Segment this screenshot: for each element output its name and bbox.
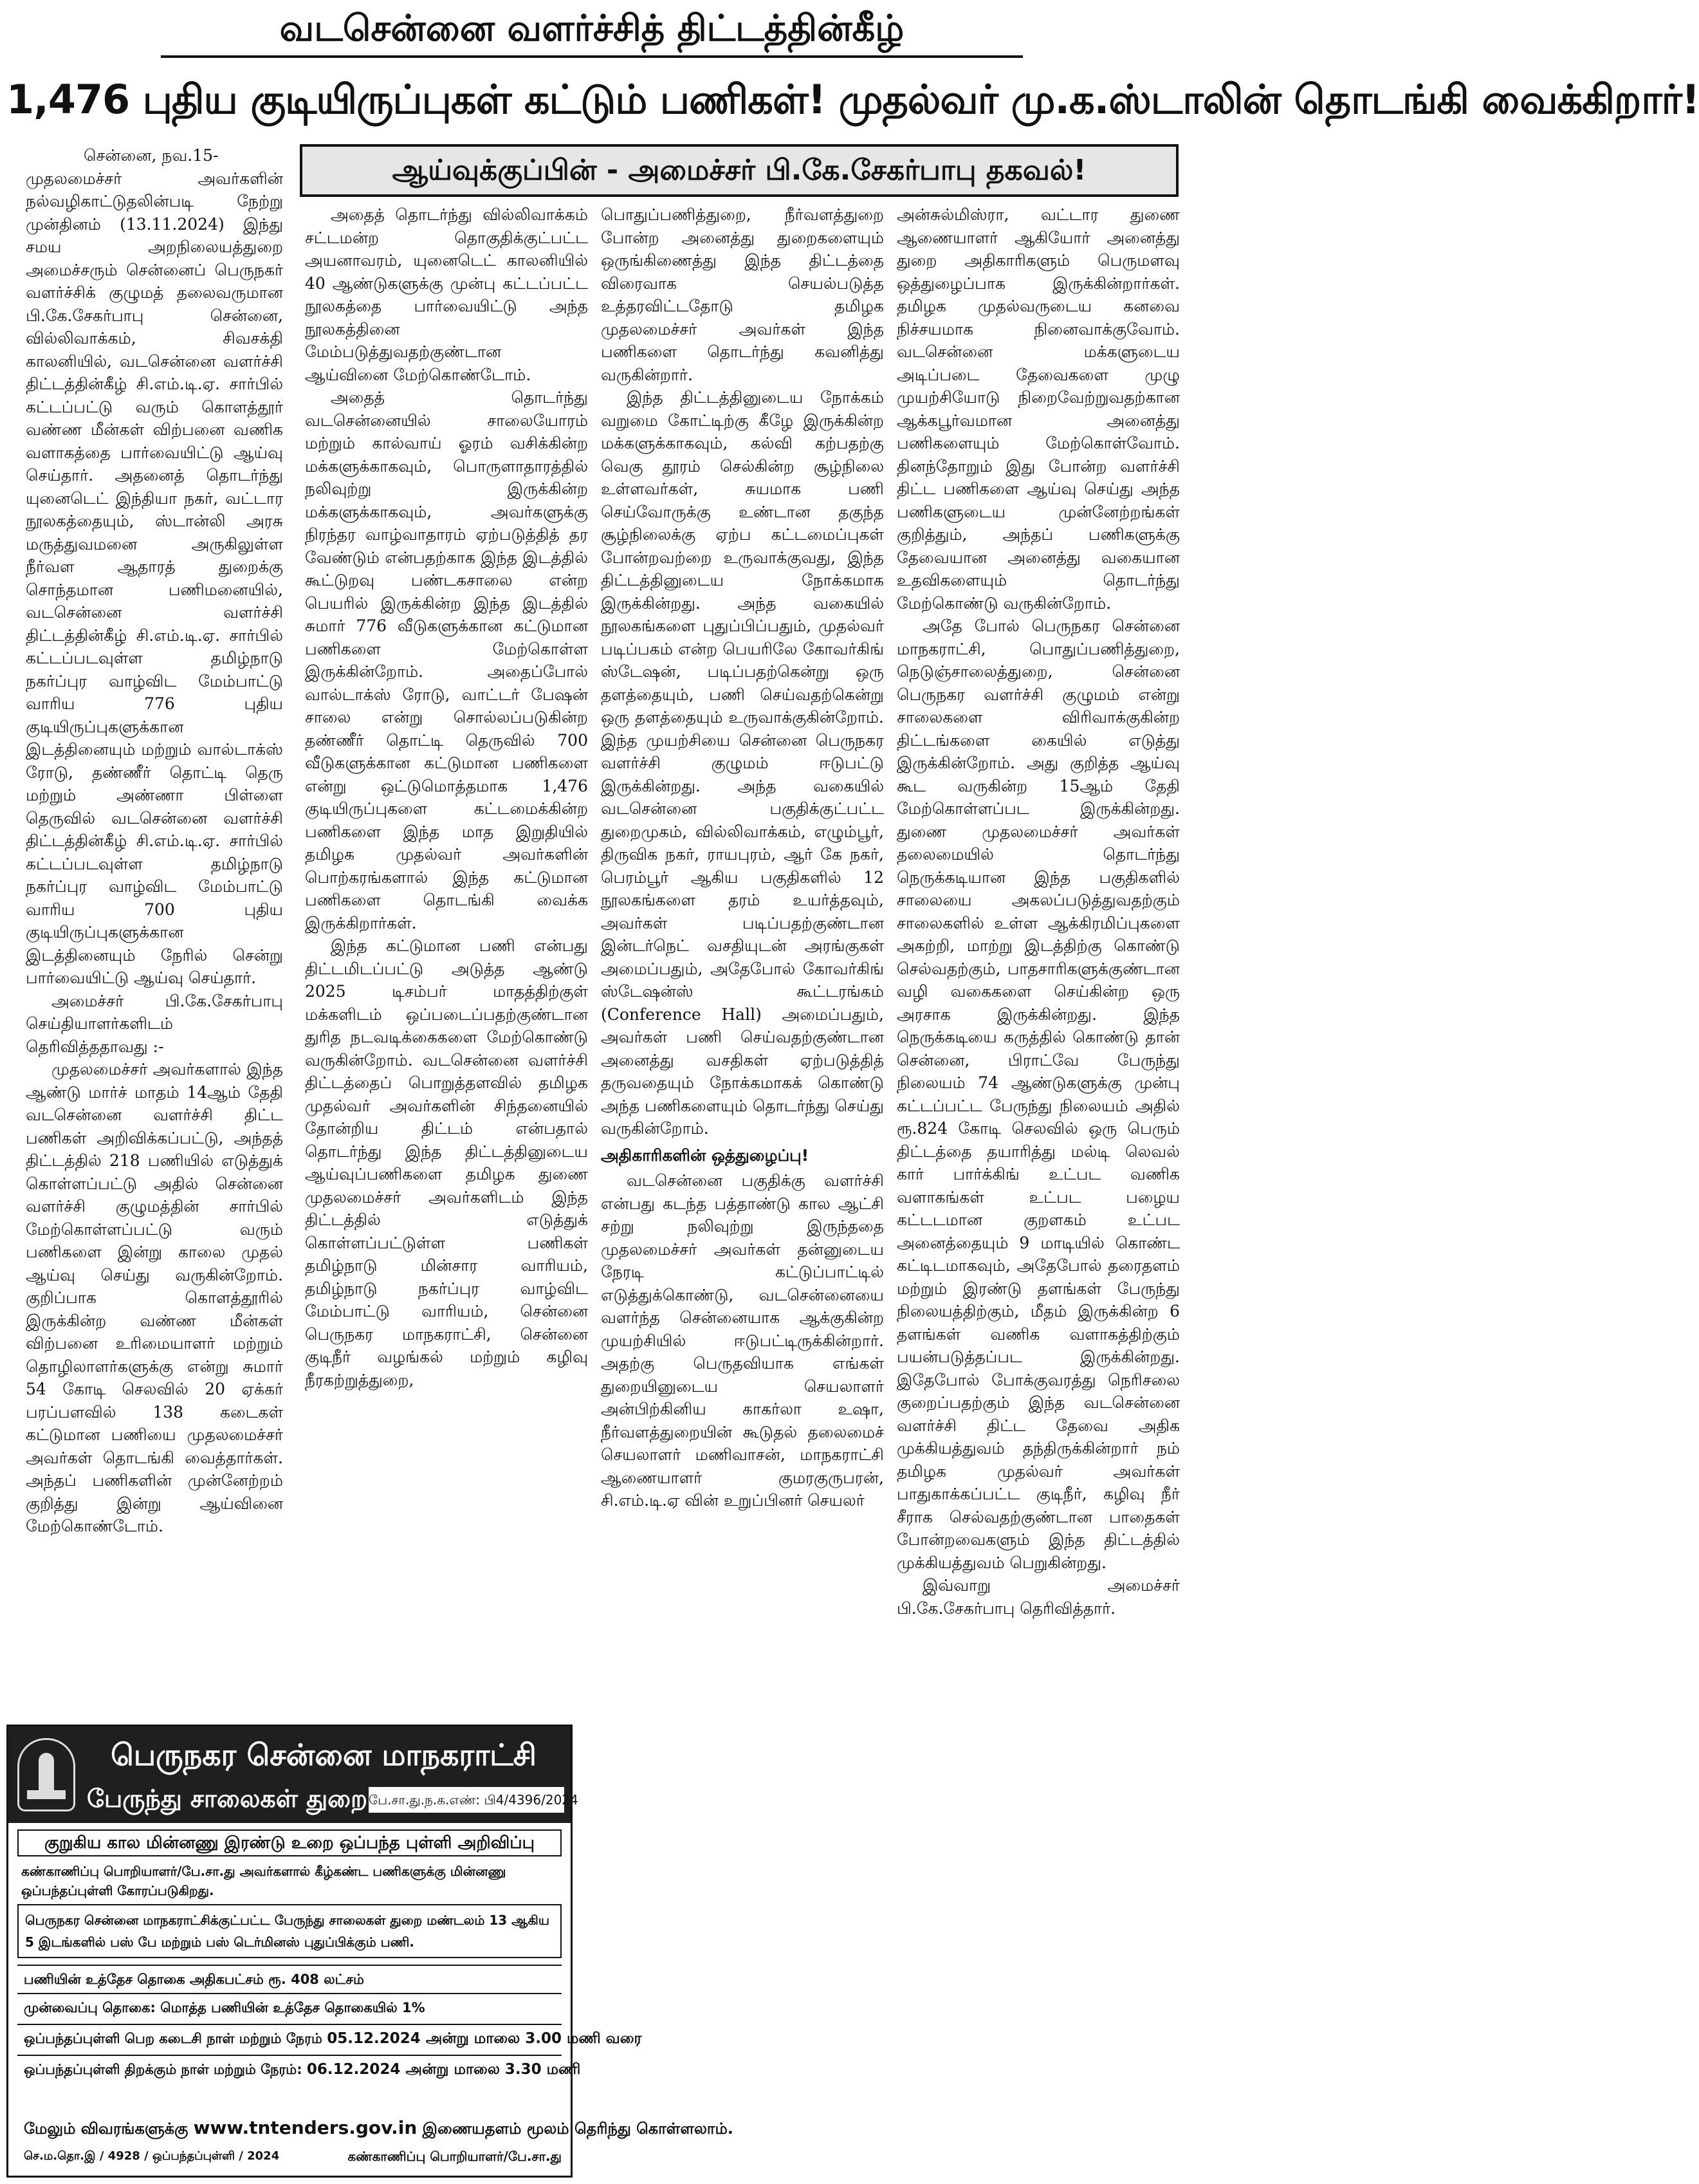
paragraph: அதே போல் பெருநகர சென்னை மாநகராட்சி, பொதுப்பணித்துறை, நெடுஞ்சாலைத்துறை, சென்னை பெருநகர வளர்ச்சி குழுமம் என்று சாலைகளை விரிவாக்குகின்ற திட்டங்களை கையில் எடுத்து இருக்கின்றோம். அது குறித்த ஆய்வு கூட வருகின்ற 15ஆம் தேதி மேற்கொள்ளப்பட இருக்கின்றது. துணை முதலமைச்சர் அவர்கள் தலைமையில் தொடர்ந்து நெருக்கடியான இந்த பகுதிகளில் சாலையை அகலப்படுத்துவதற்கும் சாலைகளில் உள்ள ஆக்கிரமிப்புகளை அகற்றி, மாற்று இடத்திற்கு கொண்டு செல்வதற்கும், பாதசாரிகளுக்குண்டான வழி வகைகளை செய்கின்ற ஒரு அரசாக இருக்கின்றது. இந்த நெருக்கடியை கருத்தில் கொண்டு தான் சென்னை, பிராட்வே பேருந்து நிலையம் 74 ஆண்டுகளுக்கு முன்பு கட்டப்பட்ட பேருந்து நிலையம் அதில் ரூ.824 கோடி செலவில் ஒரு பெரும் திட்டத்தை தயாரித்து மல்டி லெவல் கார் பார்க்கிங் உட்பட வணிக வளாகங்கள் உட்பட பழைய கட்டடமான குறளகம் உட்பட அனைத்தையும் 9 மாடியில் கொண்ட கட்டிடமாகவும், அதேபோல் தரைதளம் மற்றும் இரண்டு தளங்கள் பேருந்து நிலையத்திற்கும், மீதம் இருக்கின்ற 6 தளங்கள் வணிக வளாகத்திற்கும் பயன்படுத்தப்பட இருக்கின்றது. இதேபோல் போக்குவரத்து நெரிசலை குறைப்பதற்கும் இந்த வடசென்னை வளர்ச்சி திட்ட தேவை அதிக முக்கியத்துவம் தந்திருக்கின்றார் நம் தமிழக முதல்வர் அவர்கள் பாதுகாக்கப்பட்ட குடிநீர், கழிவு நீர் சீராக செல்வதற்குண்டான பாதைகள் போன்றவைகளும் இந்த திட்டத்தில் முக்கியத்துவம் பெறுகின்றது. <box>897 616 1180 1572</box>
tender-deposit: முன்வைப்பு தொகை: மொத்த பணியின் உத்தேச தொகையில் 1% <box>17 1993 562 2021</box>
tender-notice-ad <box>6 1725 733 2178</box>
kicker-heading: வடசென்னை வளர்ச்சித் திட்டத்தின்கீழ் <box>279 8 905 50</box>
tender-last-date-row <box>17 2024 642 2052</box>
paragraph: இவ்வாறு அமைச்சர் பி.கே.சேகர்பாபு தெரிவித்தார். <box>897 1576 1180 1618</box>
tender-open-date-row <box>17 2055 581 2083</box>
paragraph: முதலமைச்சர் அவர்களின் நல்வழிகாட்டுதலின்படி நேற்று முன்தினம் (13.11.2024) இந்து சமய அறநிலையத்துறை அமைச்சரும் சென்னைப் பெருநகர் வளர்ச்சிக் குழுமத் தலைவருமான பி.கே.சேகர்பாபு சென்னை, வில்லிவாக்கம், சிவசக்தி காலனியில், வடசென்னை வளர்ச்சி திட்டத்தின்கீழ் சி.எம்.டி.ஏ. சார்பில் கட்டப்பட்டு வரும் கொளத்தூர் வண்ண மீன்கள் விற்பனை வணிக வளாகத்தை பார்வையிட்டு ஆய்வு செய்தார். அதனைத் தொடர்ந்து யுனைடெட் இந்தியா நகர், வட்டார நூலகத்தையும், ஸ்டான்லி அரசு மருத்துவமனை அருகிலுள்ள நீர்வள ஆதாரத் துறைக்கு சொந்தமான பணிமனையில், வடசென்னை வளர்ச்சி திட்டத்தின்கீழ் சி.எம்.டி.ஏ. சார்பில் கட்டப்படவுள்ள தமிழ்நாடு நகர்ப்புர வாழ்விட மேம்பாட்டு வாரிய 776 புதிய குடியிருப்புகளுக்கான இடத்தினையும் மற்றும் வால்டாக்ஸ் ரோடு, தண்ணீர் தொட்டி தெரு மற்றும் அண்ணா பிள்ளை தெருவில் வடசென்னை வளர்ச்சி திட்டத்தின்கீழ் சி.எம்.டி.ஏ. சார்பில் கட்டப்படவுள்ள தமிழ்நாடு நகர்ப்புர வாழ்விட மேம்பாட்டு வாரிய 700 புதிய குடியிருப்புகளுக்கான இடத்தினையும் நேரில் சென்று பார்வையிட்டு ஆய்வு செய்தார். <box>26 169 283 987</box>
paragraph: இந்த திட்டத்தினுடைய நோக்கம் வறுமை கோட்டிற்கு கீழே இருக்கின்ற மக்களுக்காகவும், கல்வி கற்பதற்கு வெகு தூரம் செல்கின்ற சூழ்நிலை உள்ளவர்கள், சுயமாக பணி செய்வோருக்கு உண்டான தகுந்த சூழ்நிலைக்கு ஏற்ப கட்டமைப்புகள் போன்றவற்றை உருவாக்குவது, இந்த திட்டத்தினுடைய நோக்கமாக இருக்கின்றது. அந்த வகையில் நூலகங்களை புதுப்பிப்பதும், முதல்வர் படிப்பகம் என்ற பெயரிலே கோவர்கிங் ஸ்டேஷன், படிப்பதற்கென்று ஒரு தளத்தையும், பணி செய்வதற்கென்று ஒரு தளத்தையும் உருவாக்குகின்றோம். இந்த முயற்சியை சென்னை பெருநகர வளர்ச்சி குழுமம் ஈடுபட்டு இருக்கின்றது. அந்த வகையில் வடசென்னை பகுதிக்குட்பட்ட துறைமுகம், வில்லிவாக்கம், எழும்பூர், திருவிக நகர், ராயபுரம், ஆர் கே நகர், பெரம்பூர் ஆகிய பகுதிகளில் 12 நூலகங்களை தரம் உயர்த்தவும், அவர்கள் படிப்பதற்குண்டான இன்டர்நெட் வசதியுடன் அரங்குகள் அமைப்பதும், அதேபோல் கோவர்கிங் ஸ்டேஷன்ஸ் கூட்டரங்கம் (Conference Hall) அமைப்பதும், அவர்கள் பணி செய்வதற்குண்டான அனைத்து வசதிகள் ஏற்படுத்தித் தருவதையும் நோக்கமாகக் கொண்டு அந்த பணிகளையும் தொடர்ந்து செய்து வருகின்றோம். <box>601 388 884 1138</box>
tender-footer-code: செ.ம.தொ.இ / 4928 / ஒப்பந்தப்புள்ளி / 2024 <box>24 2149 280 2163</box>
main-headline: 1,476 புதிய குடியிருப்புகள் கட்டும் பணிகள்! முதல்வர் மு.க.ஸ்டாலின் தொடங்கி வைக்கிறார்! <box>6 76 1699 123</box>
article-column-2 <box>305 203 588 1735</box>
tender-last-date: 05.12.2024 அன்று மாலை 3.00 மணி வரை <box>327 2030 642 2047</box>
paragraph: முதலமைச்சர் அவர்களால் இந்த ஆண்டு மார்ச் மாதம் 14ஆம் தேதி வடசென்னை வளர்ச்சி திட்ட பணிகள் அறிவிக்கப்பட்டு, அந்தத் திட்டத்தில் 218 பணியில் எடுத்துக் கொள்ளப்பட்டு அதில் சென்னை வளர்ச்சி குழுமத்தின் சார்பில் மேற்கொள்ளப்பட்டு வரும் பணிகளை இன்று காலை முதல் ஆய்வு செய்து வருகின்றோம். குறிப்பாக கொளத்தூரில் இருக்கின்ற வண்ண மீன்கள் விற்பனை உரிமையாளர் மற்றும் தொழிலாளர்களுக்கு என்று சுமார் 54 கோடி செலவில் 20 ஏக்கர் பரப்பளவில் 138 கடைகள் கட்டுமான பணியை முதலமைச்சர் அவர்கள் தொடங்கி வைத்தார்கள். அந்தப் பணிகளின் முன்னேற்றம் குறித்து இன்று ஆய்வினை மேற்கொண்டோம். <box>26 1060 283 1535</box>
tender-organization: பெருநகர சென்னை மாநகராட்சி <box>111 1737 537 1772</box>
tender-reference-number: பே.சா.து.ந.க.எண்: பி4/4396/2024 <box>369 1787 564 1813</box>
section-subheading: அதிகாரிகளின் ஒத்துழைப்பு! <box>601 1145 809 1165</box>
tender-website-link[interactable]: www.tntenders.gov.in <box>193 2117 418 2138</box>
tender-footer-signatory: கண்காணிப்பு பொறியாளர்/பே.சா.து <box>347 2149 562 2164</box>
tender-open-date: 06.12.2024 அன்று மாலை 3.30 மணி <box>306 2061 581 2078</box>
tender-open-date-label: ஒப்பந்தப்புள்ளி திறக்கும் நாள் மற்றும் நேரம்: <box>24 2062 302 2077</box>
article-column-1 <box>26 144 283 1708</box>
paragraph: அதைத் தொடர்ந்து வில்லிவாக்கம் சட்டமன்ற தொகுதிக்குட்பட்ட அயனாவரம், யுனைடெட் காலனியில் 40 ஆண்டுகளுக்கு முன்பு கட்டப்பட்ட நூலகத்தை பார்வையிட்டு அந்த நூலகத்தினை மேம்படுத்துவதற்குண்டான ஆய்வினை மேற்கொண்டோம். <box>305 205 588 384</box>
tender-website-line <box>17 2115 733 2141</box>
tender-notice-title: குறுகிய கால மின்னணு இரண்டு உறை ஒப்பந்த புள்ளி அறிவிப்பு <box>17 1829 562 1856</box>
paragraph: வடசென்னை பகுதிக்கு வளர்ச்சி என்பது கடந்த பத்தாண்டு கால ஆட்சி சற்று நலிவுற்று இருந்ததை முதலமைச்சர் அவர்கள் தன்னுடைய நேரடி கட்டுப்பாட்டில் எடுத்துக்கொண்டு, வடசென்னையை வளர்ந்த சென்னையாக ஆக்குகின்ற முயற்சியில் ஈடுபட்டிருக்கின்றார். அதற்கு பெருதவியாக எங்கள் துறையினுடைய செயலாளர் அன்பிற்கினிய காகர்லா உஷா, நீர்வளத்துறையின் கூடுதல் தலைமைச் செயலாளர் மணிவாசன், மாநகராட்சி ஆணையாளர் குமரகுருபரன், சி.எம்.டி.ஏ வின் உறுப்பினர் செயலர் <box>601 1171 884 1510</box>
tender-header <box>8 1726 578 1823</box>
tender-more-info: மேலும் விவரங்களுக்கு <box>24 2120 188 2138</box>
tender-estimate: பணியின் உத்தேச தொகை அதிகபட்சம் ரூ. 408 லட்சம் <box>17 1965 562 1993</box>
paragraph: பொதுப்பணித்துறை, நீர்வளத்துறை போன்ற அனைத்து துறைகளையும் ஒருங்கிணைத்து இந்த திட்டத்தை விரைவாக செயல்படுத்த உத்தரவிட்டதோடு தமிழக முதலமைச்சர் அவர்கள் இந்த பணிகளை தொடர்ந்து கவனித்து வருகின்றார். <box>601 205 884 384</box>
article-column-4 <box>897 203 1180 2179</box>
tender-last-date-label: ஒப்பந்தப்புள்ளி பெற கடைசி நாள் மற்றும் நேரம் <box>24 2031 322 2046</box>
tender-intro: கண்காணிப்பு பொறியாளர்/பே.சா.து அவர்களால் கீழ்கண்ட பணிகளுக்கு மின்னணு ஒப்பந்தப்புள்ளி கோரப்படுகிறது. <box>21 1864 506 1898</box>
article-column-3 <box>601 203 884 2179</box>
paragraph: இந்த கட்டுமான பணி என்பது திட்டமிடப்பட்டு அடுத்த ஆண்டு 2025 டிசம்பர் மாதத்திற்குள் மக்களிடம் ஒப்படைப்பதற்குண்டான துரித நடவடிக்கைகளை மேற்கொண்டு வருகின்றோம். வடசென்னை வளர்ச்சி திட்டத்தைப் பொறுத்தளவில் தமிழக முதல்வர் அவர்களின் சிந்தனையில் தோன்றிய திட்டம் என்பதால் தொடர்ந்து இந்த திட்டத்தினுடைய ஆய்வுப்பணிகளை தமிழக துணை முதலமைச்சர் அவர்களிடம் இந்த திட்டத்தில் எடுத்துக் கொள்ளப்பட்டுள்ள பணிகள் தமிழ்நாடு மின்சார வாரியம், தமிழ்நாடு நகர்ப்புர வாழ்விட மேம்பாட்டு வாரியம், சென்னை பெருநகர மாநகராட்சி, சென்னை குடிநீர் வழங்கல் மற்றும் கழிவு நீரகற்றுத்துறை, <box>305 936 588 1389</box>
tender-department: பேருந்து சாலைகள் துறை <box>86 1784 368 1813</box>
tender-scope: பெருநகர சென்னை மாநகராட்சிக்குட்பட்ட பேருந்து சாலைகள் துறை மண்டலம் 13 ஆகிய 5 இடங்களில் பஸ் பே மற்றும் பஸ் டெர்மினஸ் புதுப்பிக்கும் பணி. <box>17 1904 562 1958</box>
corporation-emblem-icon <box>17 1738 75 1811</box>
dateline: சென்னை, நவ.15- <box>84 146 219 165</box>
paragraph: அதைத் தொடர்ந்து வடசென்னையில் சாலையோரம் மற்றும் கால்வாய் ஓரம் வசிக்கின்ற மக்களுக்காகவும், பொருளாதாரத்தில் நலிவுற்று இருக்கின்ற மக்களுக்காகவும், அவர்களுக்கு நிரந்தர வாழ்வாதாரம் ஏற்படுத்தித் தர வேண்டும் என்பதற்காக இந்த இடத்தில் கூட்டுறவு பண்டகசாலை என்ற பெயரில் இருக்கின்ற இந்த இடத்தில் சுமார் 776 வீடுகளுக்கான கட்டுமான பணிகளை மேற்கொள்ள இருக்கின்றோம். அதைப்போல் வால்டாக்ஸ் ரோடு, வாட்டர் பேஷன் சாலை என்று சொல்லப்படுகின்ற தண்ணீர் தொட்டி தெருவில் 700 வீடுகளுக்கான கட்டுமான பணிகளை என்று ஒட்டுமொத்தமாக 1,476 குடியிருப்புகளை கட்டமைக்கின்ற பணிகளை இந்த மாத இறுதியில் தமிழக முதல்வர் அவர்களின் பொற்கரங்களால் இந்த கட்டுமான பணிகளை தொடங்கி வைக்க இருக்கிறார்கள். <box>305 388 588 932</box>
tender-website-suffix: இணையதளம் மூலம் தெரிந்து கொள்ளலாம். <box>422 2120 733 2138</box>
paragraph: அமைச்சர் பி.கே.சேகர்பாபு செய்தியாளர்களிடம் தெரிவித்ததாவது :- <box>26 991 283 1056</box>
paragraph: அன்சுல்மிஸ்ரா, வட்டார துணை ஆணையாளர் ஆகியோர் அனைத்து துறை அதிகாரிகளும் பெருமளவு ஒத்துழைப்பாக இருக்கின்றார்கள். தமிழக முதல்வருடைய கனவை நிச்சயமாக நினைவாக்குவோம். வடசென்னை மக்களுடைய அடிப்படை தேவைகளை முழு முயற்சியோடு நிறைவேற்றுவதற்கான ஆக்கபூர்வமான அனைத்து பணிகளையும் மேற்கொள்வோம். தினந்தோறும் இது போன்ற வளர்ச்சி திட்ட பணிகளை ஆய்வு செய்து அந்த பணிகளுடைய முன்னேற்றங்கள் குறித்தும், அந்தப் பணிகளுக்கு தேவையான அனைத்து வகையான உதவிகளையும் தொடர்ந்து மேற்கொண்டு வருகின்றோம். <box>897 205 1180 613</box>
kicker-underline <box>161 55 1023 58</box>
subheadline-box: ஆய்வுக்குப்பின் - அமைச்சர் பி.கே.சேகர்பாபு தகவல்! <box>300 144 1179 197</box>
